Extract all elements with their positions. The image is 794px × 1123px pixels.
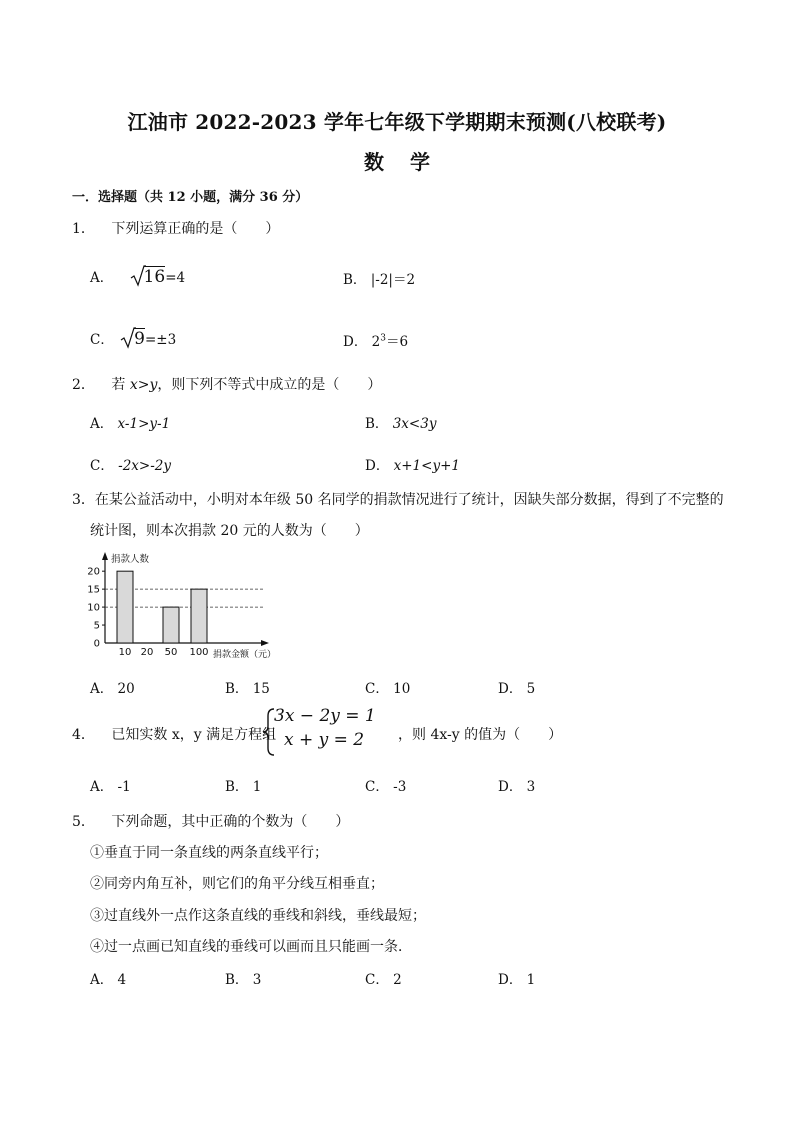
y-tick-label-10: 10 [87, 602, 100, 614]
option-text: ＝6 [385, 334, 409, 350]
question-2 [72, 374, 381, 394]
y-tick-label-15: 15 [87, 584, 100, 596]
option-label: B． [343, 272, 367, 288]
option-d[interactable] [498, 968, 535, 988]
question-number: 5． [72, 814, 95, 830]
question-stem-post: ，则 4x-y 的值为（ ） [398, 727, 563, 743]
option-label: D． [498, 972, 523, 988]
y-tick-label-5: 5 [93, 620, 100, 632]
statement-3: ③过直线外一点作这条直线的垂线和斜线，垂线最短； [90, 908, 426, 924]
question-stem-line1: 在某公益活动中，小明对本年级 50 名同学的捐款情况进行了统计，因缺失部分数据，得到了不完整的 [94, 492, 724, 508]
equation-1: 3x − 2y = 1 [274, 706, 376, 726]
donation-bar-chart [85, 548, 295, 663]
y-tick-label-0: 0 [93, 638, 100, 650]
option-c[interactable] [365, 968, 402, 988]
option-text: 1 [252, 779, 262, 795]
option-base: 2 [371, 334, 381, 350]
y-axis-label: 捐款人数 [111, 554, 150, 565]
y-axis-arrow [102, 552, 108, 560]
option-label: C． [90, 458, 114, 474]
option-b[interactable] [225, 775, 261, 795]
question-number: 3． [72, 492, 95, 508]
equation-2: x + y = 2 [284, 730, 365, 750]
section-title: 一．选择题（共 12 小题，满分 36 分） [72, 190, 309, 205]
option-a[interactable] [90, 412, 170, 432]
option-label: B． [225, 779, 249, 795]
question-stem-pre: 若 [111, 377, 130, 393]
question-number: 2． [72, 377, 95, 393]
option-a[interactable] [90, 265, 185, 287]
bar-100 [191, 589, 207, 643]
statement-4: ④过一点画已知直线的垂线可以画而且只能画一条． [90, 939, 412, 955]
statement-1: ①垂直于同一条直线的两条直线平行； [90, 845, 328, 861]
option-b[interactable] [225, 968, 261, 988]
question-math: x>y [129, 377, 158, 393]
option-label: A． [90, 681, 114, 697]
statement-2: ②同旁内角互补，则它们的角平分线互相垂直； [90, 876, 384, 892]
option-text: -2x>-2y [118, 458, 171, 474]
option-text: 15 [252, 681, 270, 697]
option-c[interactable] [90, 327, 176, 349]
question-3 [72, 489, 724, 509]
option-label: A． [90, 416, 114, 432]
option-label: D． [498, 779, 523, 795]
x-axis-label: 捐款金额（元） [213, 650, 277, 660]
bar-10 [117, 571, 133, 643]
option-text: -1 [117, 779, 131, 795]
option-text: 3x<3y [392, 416, 437, 432]
x-tick-label-20: 20 [140, 647, 154, 658]
option-label: D． [498, 681, 523, 697]
option-text: 2 [393, 972, 402, 988]
option-text: 1 [526, 972, 536, 988]
option-label: A． [90, 972, 114, 988]
option-text: x-1>y-1 [117, 416, 171, 432]
option-a[interactable] [90, 968, 126, 988]
option-d[interactable] [498, 677, 535, 697]
x-tick-label-10: 10 [118, 647, 132, 658]
option-exponent: 3 [380, 333, 386, 344]
y-tick-label-20: 20 [87, 566, 100, 578]
option-text: x+1<y+1 [393, 458, 460, 474]
option-a[interactable] [90, 775, 131, 795]
option-label: C． [365, 972, 389, 988]
subject-title: 数学 [364, 150, 456, 174]
question-stem: 下列运算正确的是（ ） [111, 221, 280, 237]
x-axis-arrow [261, 640, 269, 646]
sqrt-expression [120, 327, 145, 349]
option-text: 20 [117, 681, 135, 697]
option-b[interactable] [343, 268, 415, 288]
option-label: B． [225, 681, 249, 697]
question-5 [72, 811, 349, 831]
x-tick-label-100: 100 [189, 647, 209, 658]
option-text: 3 [526, 779, 536, 795]
radicand: 16 [143, 267, 166, 287]
question-number: 4． [72, 727, 95, 743]
option-label: D． [365, 458, 390, 474]
option-c[interactable] [365, 775, 406, 795]
option-label: C． [365, 681, 389, 697]
chart-plot [87, 552, 276, 660]
radicand: 9 [134, 329, 145, 349]
question-number: 1． [72, 221, 95, 237]
option-label: C． [90, 332, 114, 348]
option-b[interactable] [365, 412, 436, 432]
question-stem-post: ，则下列不等式中成立的是（ ） [157, 377, 382, 393]
option-d[interactable] [365, 454, 460, 474]
x-tick-label-50: 50 [164, 647, 178, 658]
question-stem-pre: 已知实数 x，y 满足方程组 [111, 727, 277, 743]
option-text: 3 [252, 972, 262, 988]
question-1 [72, 218, 279, 238]
option-a[interactable] [90, 677, 135, 697]
option-c[interactable] [90, 454, 171, 474]
option-label: C． [365, 779, 389, 795]
page-title: 江油市 2022-2023 学年七年级下学期期末预测(八校联考) [127, 110, 667, 134]
option-b[interactable] [225, 677, 270, 697]
option-label: D． [343, 334, 368, 350]
option-text: -3 [393, 779, 407, 795]
question-stem: 下列命题，其中正确的个数为（ ） [111, 814, 350, 830]
option-text: |-2|＝2 [370, 272, 416, 288]
option-label: B． [365, 416, 389, 432]
option-label: A． [90, 779, 114, 795]
option-c[interactable] [365, 677, 410, 697]
option-label: B． [225, 972, 249, 988]
option-text: 5 [526, 681, 536, 697]
option-d[interactable] [343, 330, 408, 350]
bar-50 [163, 607, 179, 643]
question-4 [72, 724, 276, 744]
question-3-line2: 统计图，则本次捐款 20 元的人数为（ ） [90, 523, 369, 539]
option-d[interactable] [498, 775, 535, 795]
option-label: A． [90, 270, 114, 286]
sqrt-expression [130, 265, 166, 287]
option-text: 4 [117, 972, 127, 988]
option-text: =4 [165, 270, 186, 286]
option-text: =±3 [144, 332, 177, 348]
option-text: 10 [393, 681, 411, 697]
